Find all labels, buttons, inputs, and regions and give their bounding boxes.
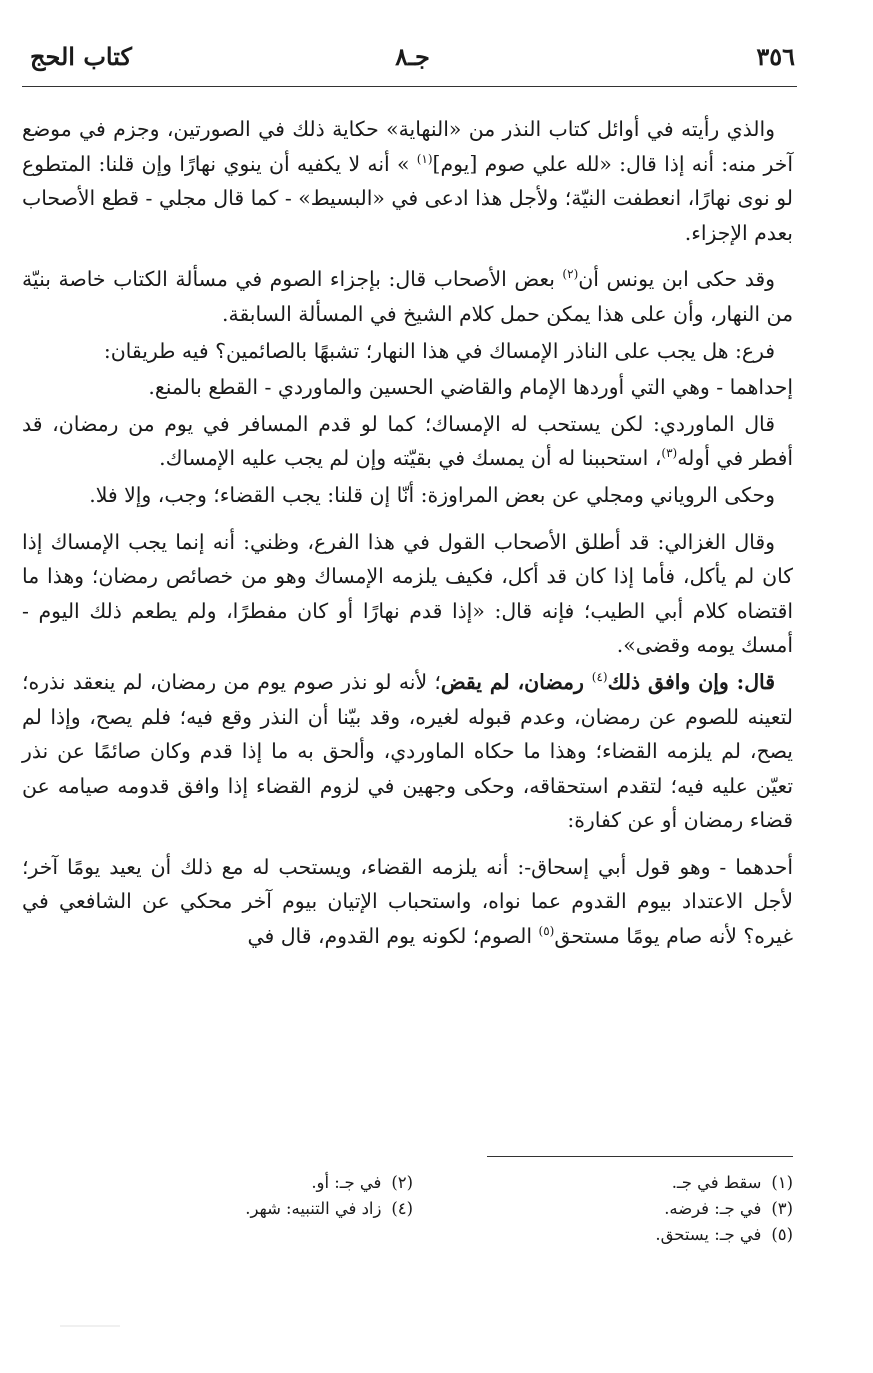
footnote: (٣)في جـ: فرضه. (664, 1199, 793, 1218)
paragraph: وقال الغزالي: قد أطلق الأصحاب القول في هذا الفرع، وظني: أنه إنما يجب الإمساك إذا كان لم يأكل، فأما إذا كان قد أكل، فكيف يلزمه الإمساك وهو من خصائص رمضان؛ وهذا ما اقتضاه كلام أبي الطيب؛ فإنه قال: «إذا قدم نهارًا أو كان مفطرًا، ولم يطعم ذلك اليوم - أمسك يومه وقضى». (22, 529, 793, 658)
paragraph: فرع: هل يجب على الناذر الإمساك في هذا النهار؛ تشبهًا بالصائمين؟ فيه طريقان: (103, 338, 775, 363)
page-number: ٣٥٦ (756, 42, 795, 71)
footnote-row (22, 1196, 793, 1222)
paragraph: قال: وإن وافق ذلك$^{(٤)}$ رمضان، لم يقض؛ لأنه لو نذر صوم يوم من رمضان، لم ينعقد نذره؛ لتعينه للصوم عن رمضان، وعدم قبوله لغيره، وقد بيّنا أن النذر وقع فيه؛ فلم يصح، وإذا لم يصح، لم يلزمه القضاء؛ وهذا ما حكاه الماوردي، وألحق به ما إذا قدم وكان صائمًا عن نذر تعيّن عليه فيه؛ لتقدم استحقاقه، وحكى وجهين في لزوم القضاء إذا وافق قدومه صيامه عن قضاء رمضان أو عن كفارة: (22, 669, 793, 833)
paragraph: والذي رأيته في أوائل كتاب النذر من «النهاية» حكاية ذلك في الصورتين، وجزم في موضع آخر منه: أنه إذا قال: «لله علي صوم [يوم]$^{(١)}$ » أنه لا يكفيه أن ينوي نهارًا وإن قلنا: المتطوع لو نوى نهارًا، انعطفت النيّة؛ ولأجل هذا ادعى في «البسيط» - كما قال مجلي - قطع الأصحاب بعدم الإجزاء. (22, 117, 793, 245)
footnote: (٥)في جـ: يستحق. (655, 1225, 793, 1244)
matn-bold: رمضان، لم يقض (440, 669, 592, 694)
footnote-ref: (٥) (538, 924, 555, 939)
main-text (22, 112, 793, 956)
footnotes (22, 1170, 793, 1248)
footnote-ref: (٣) (661, 446, 678, 461)
paragraph: إحداهما - وهي التي أوردها الإمام والقاضي الحسين والماوردي - القطع بالمنع. (148, 375, 793, 400)
footnote: (٤)زاد في التنبيه: شهر. (245, 1199, 413, 1218)
footnote-rule (487, 1156, 793, 1157)
running-header (30, 40, 795, 82)
paragraph: قال الماوردي: لكن يستحب له الإمساك؛ كما لو قدم المسافر في يوم من رمضان، قد أفطر في أوله$^{(٣)}$، استحببنا له أن يمسك في بقيّته وإن لم يجب عليه الإمساك. (22, 411, 793, 471)
paragraph: أحدهما - وهو قول أبي إسحاق-: أنه يلزمه القضاء، ويستحب له مع ذلك أن يعيد يومًا آخر؛ لأجل الاعتداد بيوم القدوم عما نواه، واستحباب الإتيان بيوم آخر محكي عن الشافعي في غيره؟ لأنه صام يومًا مستحق$^{(٥)}$ الصوم؛ لكونه يوم القدوم، قال في (22, 854, 793, 949)
paragraph: وحكى الروياني ومجلي عن بعض المراوزة: أنّا إن قلنا: يجب القضاء؛ وجب، وإلا فلا. (89, 482, 775, 507)
scan-artifact (60, 1325, 120, 1327)
footnote-row (22, 1170, 793, 1196)
footnote-row (22, 1222, 793, 1248)
volume-label: جـ٨ (395, 42, 430, 71)
footnote: (١)سقط في جـ. (671, 1173, 793, 1192)
book-title: كتاب الحج (30, 42, 132, 71)
footnote-ref: (٤) (591, 670, 608, 685)
paragraph: وقد حكى ابن يونس أن$^{(٢)}$ بعض الأصحاب قال: بإجزاء الصوم في مسألة الكتاب خاصة بنيّة من النهار، وأن على هذا يمكن حمل كلام الشيخ في المسألة السابقة. (22, 267, 793, 326)
footnote-ref: (١) (416, 151, 433, 166)
header-rule (22, 86, 797, 87)
footnote-ref: (٢) (562, 267, 579, 282)
matn-lead: قال: وإن وافق ذلك (607, 669, 775, 694)
footnote: (٢)في جـ: أو. (311, 1173, 413, 1192)
